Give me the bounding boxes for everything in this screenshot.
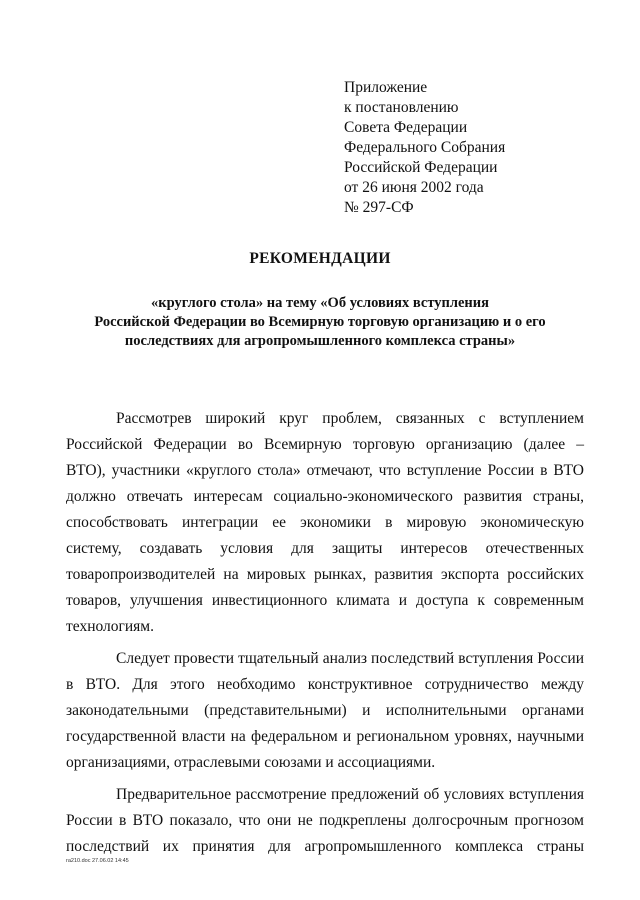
body-line: в ВТО. Для этого необходимо конструктивное сотрудничество между xyxy=(66,676,584,693)
body-line: России в ВТО показало, что они не подкреплены долгосрочным прогнозом xyxy=(66,812,584,829)
body-line: Следует провести тщательный анализ последствий вступления России xyxy=(116,650,584,667)
appendix-line: № 297-СФ xyxy=(344,199,414,216)
appendix-line: Федерального Собрания xyxy=(344,139,506,156)
body-line: товаропроизводителей на мировых рынках, развития экспорта российских xyxy=(66,566,584,583)
body-line: ВТО), участники «круглого стола» отмечают, что вступление России в ВТО xyxy=(66,462,584,479)
appendix-line: Приложение xyxy=(344,79,428,96)
body-line: способствовать интеграции ее экономики в мировую экономическую xyxy=(66,514,584,531)
body-line: Рассмотрев широкий круг проблем, связанных с вступлением xyxy=(116,410,584,427)
appendix-block xyxy=(344,78,505,218)
body-line: должно отвечать интересам социально-экономического развития страны, xyxy=(66,488,584,505)
body-line: технологиям. xyxy=(66,618,154,635)
body-line: систему, создавать условия для защиты интересов отечественных xyxy=(66,540,584,557)
subtitle-line: «круглого стола» на тему «Об условиях вступления xyxy=(151,295,489,311)
subtitle-line: последствиях для агропромышленного комплекса страны» xyxy=(124,333,516,349)
appendix-line: Совета Федерации xyxy=(344,119,468,136)
body-line: государственной власти на федеральном и региональном уровнях, научными xyxy=(66,728,584,745)
body-line: Предварительное рассмотрение предложений об условиях вступления xyxy=(116,786,584,803)
subtitle-line: Российской Федерации во Всемирную торговую организацию и о его xyxy=(94,314,546,330)
document-title: РЕКОМЕНДАЦИИ xyxy=(249,250,391,267)
body-line: Российской Федерации во Всемирную торговую организацию (далее – xyxy=(66,436,584,453)
appendix-line: Российской Федерации xyxy=(344,159,498,176)
body-line: организациями, отраслевыми союзами и ассоциациями. xyxy=(66,754,436,771)
file-footer: ra210.doc 27.06.02 14:45 xyxy=(66,858,129,864)
appendix-line: от 26 июня 2002 года xyxy=(344,179,484,196)
body-line: товаров, улучшения инвестиционного климата и доступа к современным xyxy=(66,592,584,609)
document-subtitle xyxy=(40,294,600,351)
document-body xyxy=(66,406,584,860)
body-line: последствий их принятия для агропромышленного комплекса страны xyxy=(66,838,584,855)
appendix-line: к постановлению xyxy=(344,99,459,116)
body-line: законодательными (представительными) и исполнительными органами xyxy=(66,702,584,719)
